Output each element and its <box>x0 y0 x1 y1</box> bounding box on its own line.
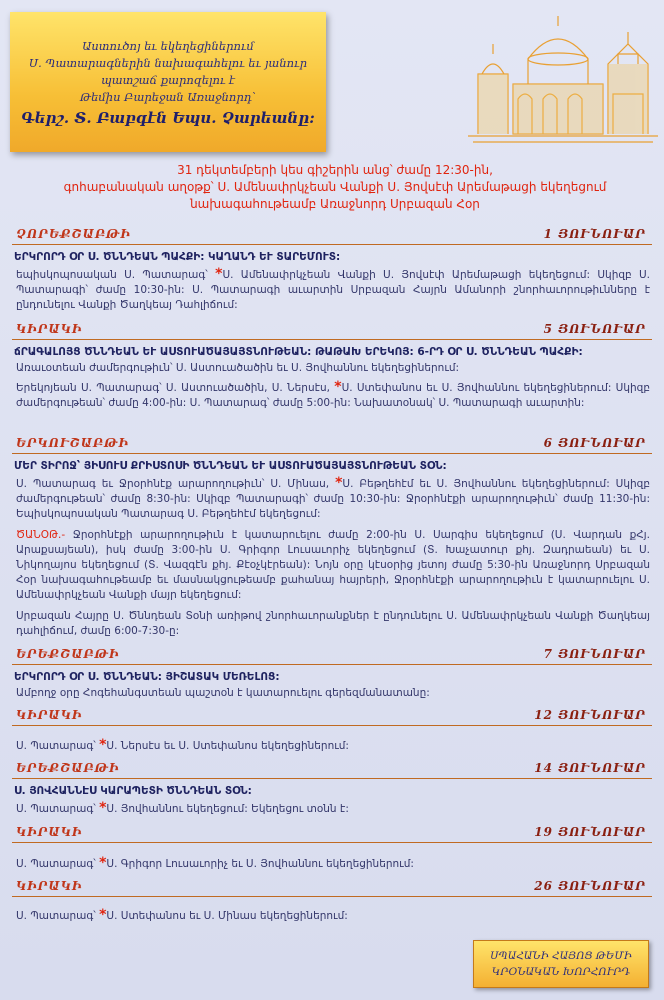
section-paragraph <box>16 801 650 817</box>
section-paragraph <box>16 267 650 313</box>
section-paragraph: Առաւօտեան ժամերգութիւն՝ Ս. Աստուածածին եւ Ս. Յովհաննու եկեղեցիներում: <box>16 362 460 374</box>
text-run: Ս. Ամենափրկչեան Վանքի Ս. Յովսէփ Արեմաթացի եկեղեցում: Սկիզբ Ս. Պատարագի՝ ժամը 10:30-ին: Ս. Պատարագի աւարտին Սրբազան Հայրն Ամանորի շնորհաւորութիւնները է ընդունելու Վանքի Ծաղկեայ Դահլիճում: <box>16 269 651 311</box>
header-name: Գերշ. Տ. Բաբգէն Եպս. Չարեանը: <box>21 109 315 127</box>
asterisk-icon: * <box>334 379 342 395</box>
footer-line-1: ՍՊԱՀԱՆԻ ՀԱՅՈՑ ԹԵՄԻ <box>490 950 632 962</box>
asterisk-icon: * <box>335 475 343 491</box>
section-paragraph <box>16 856 650 872</box>
day-header <box>12 648 652 665</box>
section-title: ԵՐԿՐՈՐԴ ՕՐ Ս. ԾՆՆԴԵԱՆ ՊԱՀՔԻ: ԿԱՂԱՆԴ ԵՒ ՏԱՐԵՄՈՒՏ: <box>14 251 341 263</box>
day-header <box>12 437 652 454</box>
header-line-3: պատշաճ քարոզելու է <box>100 73 236 87</box>
day-date: 26 ՅՈՒՆՈՒԱՐ <box>534 879 646 893</box>
section-title: ԵՐԿՐՈՐԴ ՕՐ Ս. ԾՆՆԴԵԱՆ: ՅԻՇԱՏԱԿ ՄԵՌԵԼՈՑ: <box>14 671 280 683</box>
day-name: ԵՐԿՈՒՇԱԲԹԻ <box>16 436 130 450</box>
header-box <box>10 12 326 152</box>
day-date: 1 ՅՈՒՆՈՒԱՐ <box>543 227 646 241</box>
asterisk-icon: * <box>99 855 107 871</box>
text-run: Ս. Պատարագ՝ <box>16 910 96 922</box>
day-name: ՉՈՐԵՔՇԱԲԹԻ <box>16 227 132 241</box>
intro-line-3: նախագահութեամբ Առաջնորդ Սրբազան Հօր <box>190 197 480 211</box>
text-run: Երեկոյեան Ս. Պատարագ՝ Ս. Աստուածածին, Ս. Ներսէս, <box>16 382 330 394</box>
section-title: ՄԵՐ ՏԻՐՈՋ՝ ՅԻՍՈՒՍ ՔՐԻՍՏՈՍԻ ԾՆՆԴԵԱՆ ԵՒ ԱՍՏՈՒԱԾԱՅԱՅՏՆՈՒԹԵԱՆ ՏՕՆ: <box>14 460 447 472</box>
day-date: 12 ՅՈՒՆՈՒԱՐ <box>534 708 646 722</box>
text-run: Ս. Պատարագ եւ Ջրօրհնէք արարողութիւն՝ Ս. Մինաս, <box>16 478 330 490</box>
section-paragraph <box>16 738 650 754</box>
text-run: Ս. Պատարագ՝ <box>16 740 96 752</box>
day-header <box>12 762 652 779</box>
section-paragraph: Ամբողջ օրը Հոգեհանգստեան պաշտօն է կատարուելու գերեզմանատանը: <box>16 687 430 699</box>
intro-announcement <box>40 162 630 213</box>
day-name: ԵՐԵՔՇԱԲԹԻ <box>16 647 120 661</box>
day-date: 6 ՅՈՒՆՈՒԱՐ <box>543 436 646 450</box>
day-header <box>12 228 652 245</box>
day-name: ԿԻՐԱԿԻ <box>16 825 83 839</box>
footer-signature-box <box>473 940 649 988</box>
section-paragraph <box>16 476 650 522</box>
section-title: Ս. ՅՈՎՀԱՆՆԷՍ ԿԱՐԱՊԵՏԻ ԾՆՆԴԵԱՆ ՏՕՆ: <box>14 785 252 797</box>
text-run: Ս. Բեթղեհէմ եւ Ս. Յովհաննու եկեղեցիներում: Սկիզբ ժամերգութեան՝ ժամը 8:30-ին: Սկիզբ Պատարագի՝ ժամը 10:30-ին: Ջրօրհնէքի արարողութիւն՝ ժամը 11:30-ին: Եպիսկոպոսական Պատարագ Ս. Բեթղեհէմ եկեղեցում: <box>16 478 650 520</box>
text-run: Ս. Գրիգոր Լուսաւորիչ եւ Ս. Յովհաննու եկեղեցիներում: <box>106 858 414 870</box>
text-run: եպիսկոպոսական Ս. Պատարագ՝ <box>16 269 208 281</box>
day-date: 7 ՅՈՒՆՈՒԱՐ <box>543 647 646 661</box>
section-paragraph <box>16 380 650 411</box>
text-run: Ս. Պատարագ՝ <box>16 803 96 815</box>
text-run: Ս. Ստեփանոս եւ Ս. Մինաս եկեղեցիներում: <box>106 910 348 922</box>
day-date: 5 ՅՈՒՆՈՒԱՐ <box>543 322 646 336</box>
asterisk-icon: * <box>99 737 107 753</box>
intro-line-1: 31 դեկտեմբերի կես գիշերին անց՝ ժամը 12:30-ին, <box>177 163 493 177</box>
day-name: ԿԻՐԱԿԻ <box>16 708 83 722</box>
section-note <box>16 528 650 603</box>
text-run: Ջրօրհնէքի արարողութիւն է կատարուելու ժամը 2:00-ին Ս. Սարգիս եկեղեցում (Ս. Վարդան քՀյ. Արաքսայեան), իսկ ժամը 3:00-ին Ս. Գրիգոր Լուսաւորիչ եկեղեցում (Տ. Խաչատուր քհյ. Զադրաեան) եւ Ս. Նիկողայոս եկեղեցում (Տ. Վազգէն քհյ. Քէօչկէրեան): Նոյն օրը կէսօրից յետոյ ժամը 5:30-ին Առաջնորդ Սրբազան Հօր նախագահութեամբ եւ մասնակցութեամբ քահանայ հայրերի, Ջրօրհնէքի արարողութիւն է կատարուելու Ս. Ամենափրկչեան Վանքի մայր եկեղեցում: <box>16 529 650 601</box>
header-line-1: Աստուծոյ եւ եկեղեցիներում <box>82 39 254 53</box>
day-header <box>12 709 652 726</box>
text-run: Ս. Յովհաննու եկեղեցում: Եկեղեցու տօնն է: <box>106 803 349 815</box>
day-date: 14 ՅՈՒՆՈՒԱՐ <box>534 761 646 775</box>
day-header <box>12 880 652 897</box>
asterisk-icon: * <box>99 800 107 816</box>
section-paragraph <box>16 908 650 924</box>
day-name: ԿԻՐԱԿԻ <box>16 879 83 893</box>
text-run: Ս. Ստեփանոս եւ Ս. Յովհաննու եկեղեցիներում: Սկիզբ ժամերգութեան՝ ժամը 4:00-ին: Ս. Պատարագ՝ ժամը 5:00-ին: Նախատօնակ՝ Ս. Պատարագի աւարտին: <box>16 382 650 409</box>
text-run: Ս. Պատարագ՝ <box>16 858 96 870</box>
asterisk-icon: * <box>215 266 223 282</box>
asterisk-icon: * <box>99 907 107 923</box>
day-name: ԿԻՐԱԿԻ <box>16 322 83 336</box>
section-title: ճՐԱԳԱԼՈՅՑ ԾՆՆԴԵԱՆ ԵՒ ԱՍՏՈՒԱԾԱՅԱՅՏՆՈՒԹԵԱՆ: ԹԱԹԱԽ ԵՐԵԿՈՅ: 6-ՐԴ ՕՐ Ս. ԾՆՆԴԵԱՆ ՊԱՀՔԻ: <box>14 346 583 358</box>
header-line-4: Թեմիս Բարեջան Առաջնորդ՝ <box>80 90 256 104</box>
day-date: 19 ՅՈՒՆՈՒԱՐ <box>534 825 646 839</box>
text-run: Ս. Ներսէս եւ Ս. Ստեփանոս եկեղեցիներում: <box>106 740 349 752</box>
day-name: ԵՐԵՔՇԱԲԹԻ <box>16 761 120 775</box>
note-label: ԾԱՆՕԹ.- <box>16 529 66 541</box>
day-header <box>12 826 652 843</box>
section-paragraph: Սրբազան Հայրը Ս. Ծննդեան Տօնի առիթով շնորհաւորանքներ է ընդունելու Ս. Ամենափրկչեան Վանքի Ծաղկեայ դահլիճում, ժամը 6:00-7:30-ը: <box>16 610 650 637</box>
day-header <box>12 323 652 340</box>
church-illustration <box>468 14 658 149</box>
header-line-2: Ս. Պատարագներին նախագահելու եւ յանուր <box>28 56 308 70</box>
footer-line-2: ԿՐՕՆԱԿԱՆ ԽՈՐՀՈՒՐԴ <box>491 966 631 978</box>
intro-line-2: գոհաբանական աղօթք՝ Ս. Ամենափրկչեան Վանքի Ս. Յովսէփ Արեմաթացի եկեղեցում <box>63 180 607 194</box>
